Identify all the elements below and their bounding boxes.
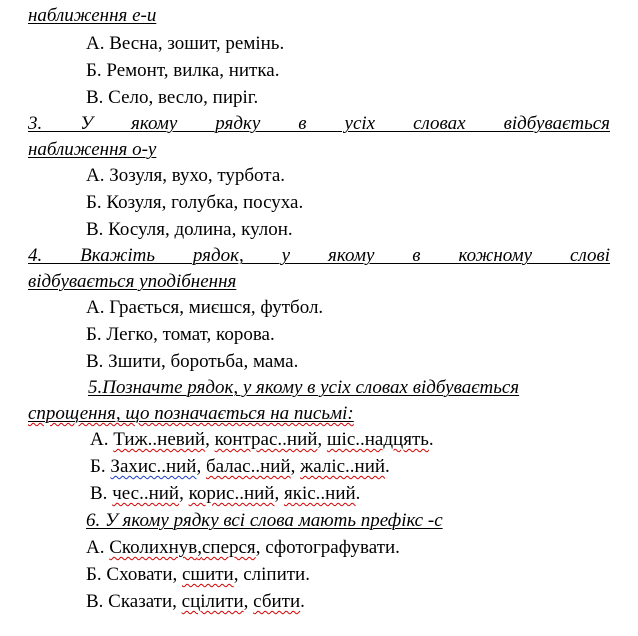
answer-end: . (428, 429, 434, 450)
separator: , (179, 483, 189, 504)
answer-word: Захис..ний (110, 456, 197, 477)
separator: , (197, 537, 202, 558)
answer-word: якіс..ний (283, 483, 356, 504)
answer-word: контрас..ний (214, 429, 318, 450)
answer-prefix: Б. (90, 456, 111, 477)
answer-prefix: В. (90, 483, 113, 504)
q2-answer-b: Б. Ремонт, вилка, нитка. (86, 60, 280, 81)
answer-end: . (385, 456, 390, 477)
q6-answer-a (86, 537, 400, 559)
separator: , (290, 456, 301, 477)
answer-word: корис..ний (188, 483, 275, 504)
answer-word: сцілити (181, 591, 244, 612)
q4-answer-c: В. Зшити, боротьба, мама. (86, 351, 299, 372)
q5-answer-b (90, 456, 390, 478)
q5-answer-a (90, 429, 434, 451)
q3-answer-b: Б. Козуля, голубка, посуха. (86, 192, 304, 213)
q6-answer-c (86, 591, 305, 613)
answer-word: Тиж..невий (113, 429, 206, 450)
previous-line-fragment (28, 0, 610, 4)
answer-word: сперся (201, 537, 256, 558)
q3-answer-a: А. Зозуля, вухо, турбота. (86, 165, 286, 186)
answer-end: . (355, 483, 361, 504)
answer-word: жаліс..ний (300, 456, 386, 477)
q5-line2-text: спрощення, що позначається на письмі: (28, 403, 354, 424)
question-5-line-2 (28, 403, 354, 425)
answer-rest: , сфотографувати. (255, 537, 400, 558)
question-3-line-1: 3. У якому рядку в усіх словах відбувається (28, 113, 610, 134)
q6-answer-b (86, 564, 310, 586)
answer-word: шіс..надцять (326, 429, 429, 450)
answer-word: сшити (182, 564, 234, 585)
question-6-line-1: 6. У якому рядку всі слова мають префікс -с (86, 510, 443, 531)
question-5-line-1: 5.Позначте рядок, у якому в усіх словах відбувається (88, 377, 520, 398)
answer-prefix: А. (90, 429, 114, 450)
separator: , (317, 429, 327, 450)
question-4-line-2: відбувається уподібнення (28, 271, 237, 292)
answer-word: чес..ний (112, 483, 180, 504)
answer-end: . (300, 591, 305, 612)
question-4-line-1: 4. Вкажіть рядок, у якому в кожному слові (28, 245, 610, 266)
q3-answer-c: В. Косуля, долина, кулон. (86, 219, 293, 240)
question-2-tail: наближення е-и (28, 5, 157, 26)
question-3-line-2: наближення о-у (28, 139, 157, 160)
answer-rest: , сліпити. (233, 564, 310, 585)
separator: , (196, 456, 206, 477)
answer-word: сбити (253, 591, 301, 612)
q4-answer-b: Б. Легко, томат, корова. (86, 324, 275, 345)
answer-prefix: Б. Сховати, (86, 564, 182, 585)
answer-prefix: В. Сказати, (86, 591, 182, 612)
q5-answer-c (90, 483, 360, 505)
answer-word: балас..ний (205, 456, 291, 477)
separator: , (243, 591, 254, 612)
q4-answer-a: А. Грається, миєшся, футбол. (86, 297, 324, 318)
q2-answer-a: А. Весна, зошит, ремінь. (86, 33, 285, 54)
separator: , (205, 429, 215, 450)
separator: , (274, 483, 284, 504)
q2-answer-c: В. Село, весло, пиріг. (86, 87, 259, 108)
answer-prefix: А. (86, 537, 110, 558)
answer-word: Сколихнув (109, 537, 198, 558)
